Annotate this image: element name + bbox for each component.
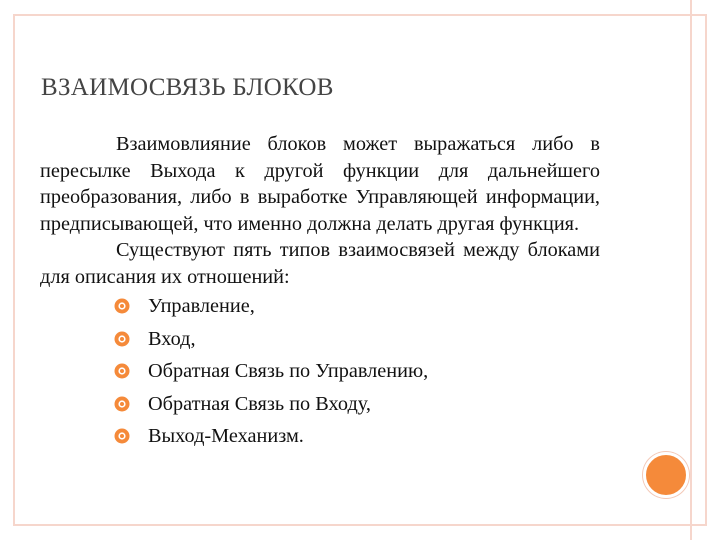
- list-item: [114, 420, 600, 453]
- sun-bullet-icon: [114, 298, 130, 314]
- list-item-label: Обратная Связь по Управлению,: [148, 360, 429, 382]
- list-item: [114, 388, 600, 421]
- list-item-label: Управление,: [148, 295, 255, 317]
- relationship-types-list: [40, 290, 600, 453]
- decorative-vertical-line: [690, 0, 692, 540]
- list-item-label: Выход-Механизм.: [148, 425, 304, 447]
- list-item-label: Обратная Связь по Входу,: [148, 392, 371, 415]
- orange-circle-icon: [643, 452, 689, 498]
- list-item-label: Вход,: [148, 327, 196, 350]
- paragraph-2: Существуют пять типов взаимосвязей между блоками для описания их отношений:: [40, 239, 600, 288]
- slide-title: ВЗАИМОСВЯЗЬ БЛОКОВ: [41, 74, 334, 101]
- paragraph-1: Взаимовлияние блоков может выражаться либо в пересылке Выхода к другой функции для дальнейшего преобразования, либо в выработке Управляющей информации, предписывающей, что именно должна делать другая функция.: [40, 133, 600, 235]
- list-item: [114, 355, 600, 388]
- sun-bullet-icon: [114, 331, 130, 347]
- list-item: [114, 290, 600, 323]
- slide-body: [40, 131, 600, 453]
- sun-bullet-icon: [114, 428, 130, 444]
- sun-bullet-icon: [114, 363, 130, 379]
- sun-bullet-icon: [114, 396, 130, 412]
- list-item: [114, 323, 600, 356]
